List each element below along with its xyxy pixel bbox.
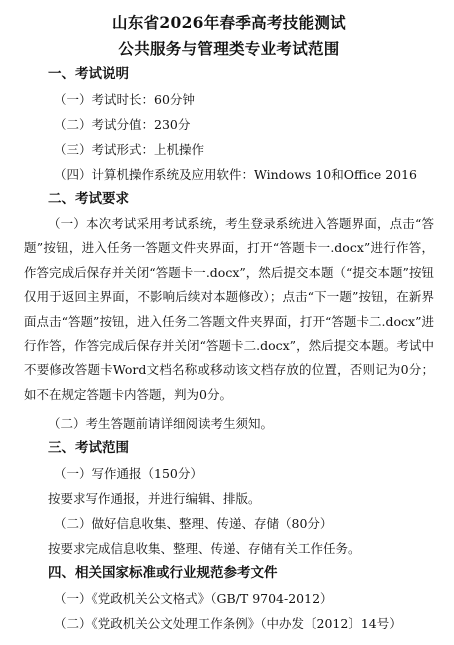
section-4-item-2: （二）《党政机关公文处理工作条例》（中办发〔2012〕14号） <box>54 616 402 632</box>
section-2-paragraph: （一）本次考试采用考试系统，考生登录系统进入答题界面，点击“答题”按钮，进入任务一答题文件夹界面，打开“答题卡一.docx”进行作答，作答完成后保存并关闭“答题卡一.docx”，然后提交本题（“提交本题”按钮仅用于返回主界面，不影响后续对本题修改）；点击“下一题”按钮，在新界面点击“答题”按钮，进入任务二答题文件夹界面，打开“答题卡二.docx”进行作答，作答完成后保存并关闭“答题卡二.docx”，然后提交本题。考试中不要修改答题卡Word文档名称或移动该文档存放的位置，否则记为0分；如不在规定答题卡内答题，判为0分。 <box>24 216 434 402</box>
section-1-heading: 一、考试说明 <box>48 66 129 82</box>
section-3-desc-1: 按要求写作通报，并进行编辑、排版。 <box>48 491 261 507</box>
doc-title-line-1: 山东省2026年春季高考技能测试 <box>112 13 346 32</box>
section-1-item-3: （三）考试形式：上机操作 <box>54 142 205 157</box>
section-3-desc-2: 按要求完成信息收集、整理、传递、存储有关工作任务。 <box>48 541 361 557</box>
doc-title-line-2: 公共服务与管理类专业考试范围 <box>118 39 340 58</box>
section-3-item-2: （二）做好信息收集、整理、传递、存储（80分） <box>54 516 333 532</box>
section-1-item-4: （四）计算机操作系统及应用软件：Windows 10和Office 2016 <box>54 167 418 182</box>
section-4-heading: 四、相关国家标准或行业规范参考文件 <box>48 565 278 582</box>
section-2-heading: 二、考试要求 <box>48 191 129 207</box>
section-2-item-2: （二）考生答题前请详细阅读考生须知。 <box>48 416 274 432</box>
section-3-item-1: （一）写作通报（150分） <box>54 466 203 482</box>
section-1-item-1: （一）考试时长：60分钟 <box>54 92 195 107</box>
section-3-heading: 三、考试范围 <box>48 440 129 457</box>
section-4-item-1: （一）《党政机关公文格式》（GB/T 9704-2012） <box>54 591 333 607</box>
section-1-item-2: （二）考试分值：230分 <box>54 117 191 132</box>
